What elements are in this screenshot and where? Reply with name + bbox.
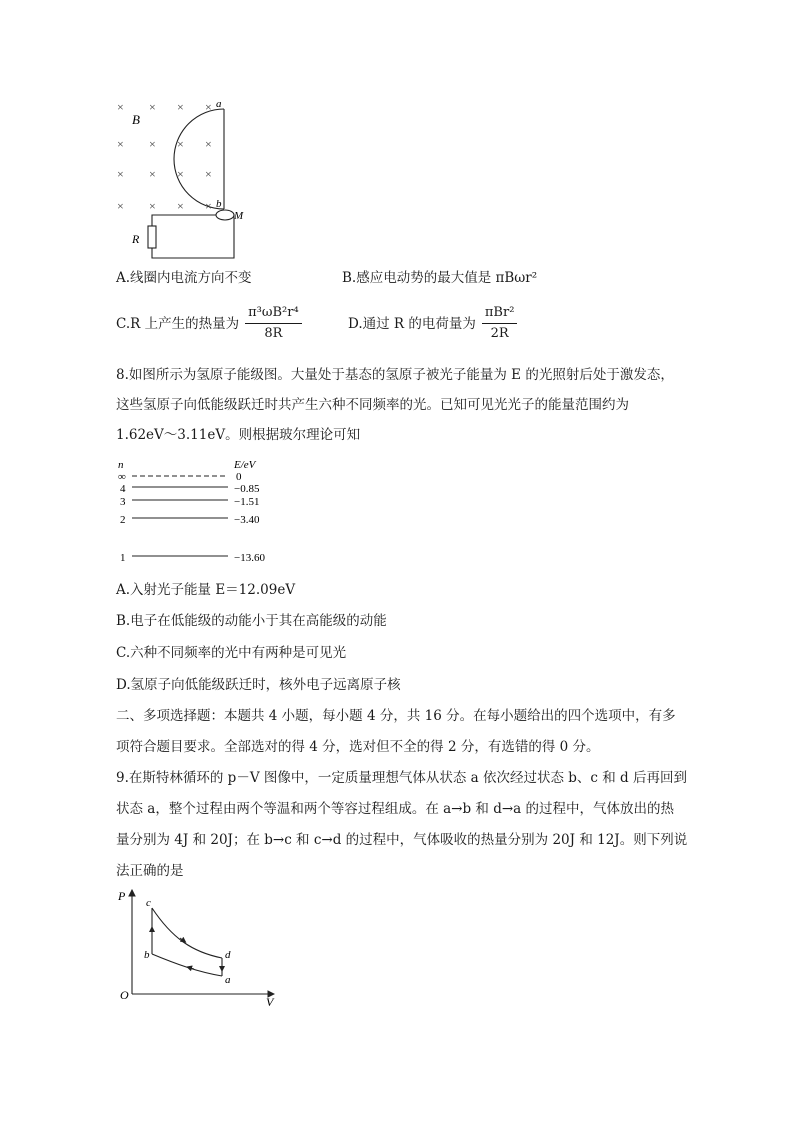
- q8-option-c: C.六种不同频率的光中有两种是可见光: [116, 645, 347, 661]
- state-d-label: d: [225, 949, 231, 961]
- level-n-label: 3: [120, 496, 126, 508]
- field-cross: ×: [205, 137, 212, 151]
- level-energy-label: 0: [236, 471, 242, 483]
- level-n-label: 4: [120, 483, 126, 495]
- field-cross: ×: [177, 100, 184, 114]
- hydrogen-energy-level-diagram: [112, 452, 292, 572]
- q7-option-c-prefix: C.R 上产生的热量为: [116, 315, 240, 332]
- level-1: [120, 552, 265, 564]
- external-circuit: [148, 210, 234, 258]
- q7-option-d-prefix: D.通过 R 的电荷量为: [348, 315, 476, 332]
- level-2: [120, 514, 260, 526]
- field-cross: ×: [149, 167, 156, 181]
- field-cross: ×: [177, 137, 184, 151]
- q8-stem-line-3: 1.62eV～3.11eV。则根据玻尔理论可知: [116, 427, 361, 443]
- resistor-label: R: [132, 232, 140, 246]
- q7-circuit-figure: [112, 96, 252, 264]
- level-energy-label: −1.51: [234, 496, 260, 508]
- q7-option-c: [116, 304, 306, 343]
- q7-option-d-numerator: πBr²: [482, 304, 518, 324]
- state-b-label: b: [144, 949, 150, 961]
- level-energy-label: −0.85: [234, 483, 260, 495]
- field-cross: ×: [177, 199, 184, 213]
- field-cross: ×: [117, 199, 124, 213]
- state-c-label: c: [146, 897, 151, 909]
- level-energy-label: −13.60: [234, 552, 265, 564]
- q7-option-c-fraction: [245, 304, 302, 343]
- p-axis-label: P: [118, 889, 126, 903]
- q9-stem-line-4: 法正确的是: [116, 863, 184, 879]
- q7-option-d-denominator: 2R: [490, 326, 509, 341]
- q9-stem-line-1: 9.在斯特林循环的 p－V 图像中，一定质量理想气体从状态 a 依次经过状态 b、c 和 d 后再回到: [116, 770, 687, 786]
- ring-m-label: M: [234, 210, 244, 222]
- section-2-line-2: 项符合题目要求。全部选对的得 4 分，选对但不全的得 2 分，有选错的得 0 分。: [116, 739, 600, 755]
- q8-stem-line-1: 8.如图所示为氢原子能级图。大量处于基态的氢原子被光子能量为 E 的光照射后处于激发态，: [116, 367, 674, 383]
- level-energy-label: −3.40: [234, 514, 260, 526]
- field-cross: ×: [205, 167, 212, 181]
- level-n-label: 1: [120, 552, 126, 564]
- origin-label: O: [120, 988, 129, 1002]
- state-a-label: a: [225, 974, 231, 986]
- point-b-label: b: [216, 198, 222, 210]
- stirling-cycle-pv-diagram: [112, 886, 284, 1008]
- field-cross: ×: [117, 167, 124, 181]
- field-cross: ×: [205, 100, 212, 114]
- field-cross: ×: [205, 199, 212, 213]
- point-a-label: a: [216, 98, 222, 110]
- field-cross: ×: [177, 167, 184, 181]
- q9-stem-line-3: 量分别为 4J 和 20J；在 b→c 和 c→d 的过程中，气体吸收的热量分别为 20J 和 12J。则下列说: [116, 832, 688, 848]
- field-cross: ×: [117, 100, 124, 114]
- q9-stem-line-2: 状态 a，整个过程由两个等温和两个等容过程组成。在 a→b 和 d→a 的过程中，气体放出的热: [116, 801, 675, 817]
- section-2-line-1: 二、多项选择题：本题共 4 小题，每小题 4 分，共 16 分。在每小题给出的四个选项中，有多: [116, 708, 676, 724]
- q7-option-c-denominator: 8R: [264, 326, 283, 341]
- q7-option-d-fraction: [482, 304, 518, 343]
- q7-option-c-numerator: π³ωB²r⁴: [245, 304, 302, 324]
- q8-option-a: A.入射光子能量 E＝12.09eV: [116, 582, 296, 598]
- level-3: [120, 496, 259, 508]
- level-4: [120, 483, 260, 495]
- level-n-label: 2: [120, 514, 126, 526]
- q8-option-d: D.氢原子向低能级跃迁时，核外电子远离原子核: [116, 677, 401, 693]
- n-header: n: [118, 459, 124, 471]
- cycle-path: [152, 908, 222, 976]
- q8-stem-line-2: 这些氢原子向低能级跃迁时共产生六种不同频率的光。已知可见光光子的能量范围约为: [116, 397, 629, 413]
- field-cross: ×: [149, 100, 156, 114]
- energy-header: E/eV: [234, 459, 256, 471]
- v-axis-label: V: [266, 995, 274, 1008]
- q8-option-b: B.电子在低能级的动能小于其在高能级的动能: [116, 613, 387, 629]
- field-cross: ×: [149, 137, 156, 151]
- q7-option-a: A.线圈内电流方向不变: [116, 270, 252, 286]
- level-n-label: ∞: [118, 471, 126, 483]
- field-cross: ×: [117, 137, 124, 151]
- semicircle-loop: [174, 109, 224, 209]
- q7-option-d: [348, 304, 521, 343]
- field-label-b: B: [132, 112, 140, 127]
- field-cross: ×: [149, 199, 156, 213]
- q7-option-b: B.感应电动势的最大值是 πBωr²: [342, 270, 538, 286]
- level-infinity: [118, 471, 242, 483]
